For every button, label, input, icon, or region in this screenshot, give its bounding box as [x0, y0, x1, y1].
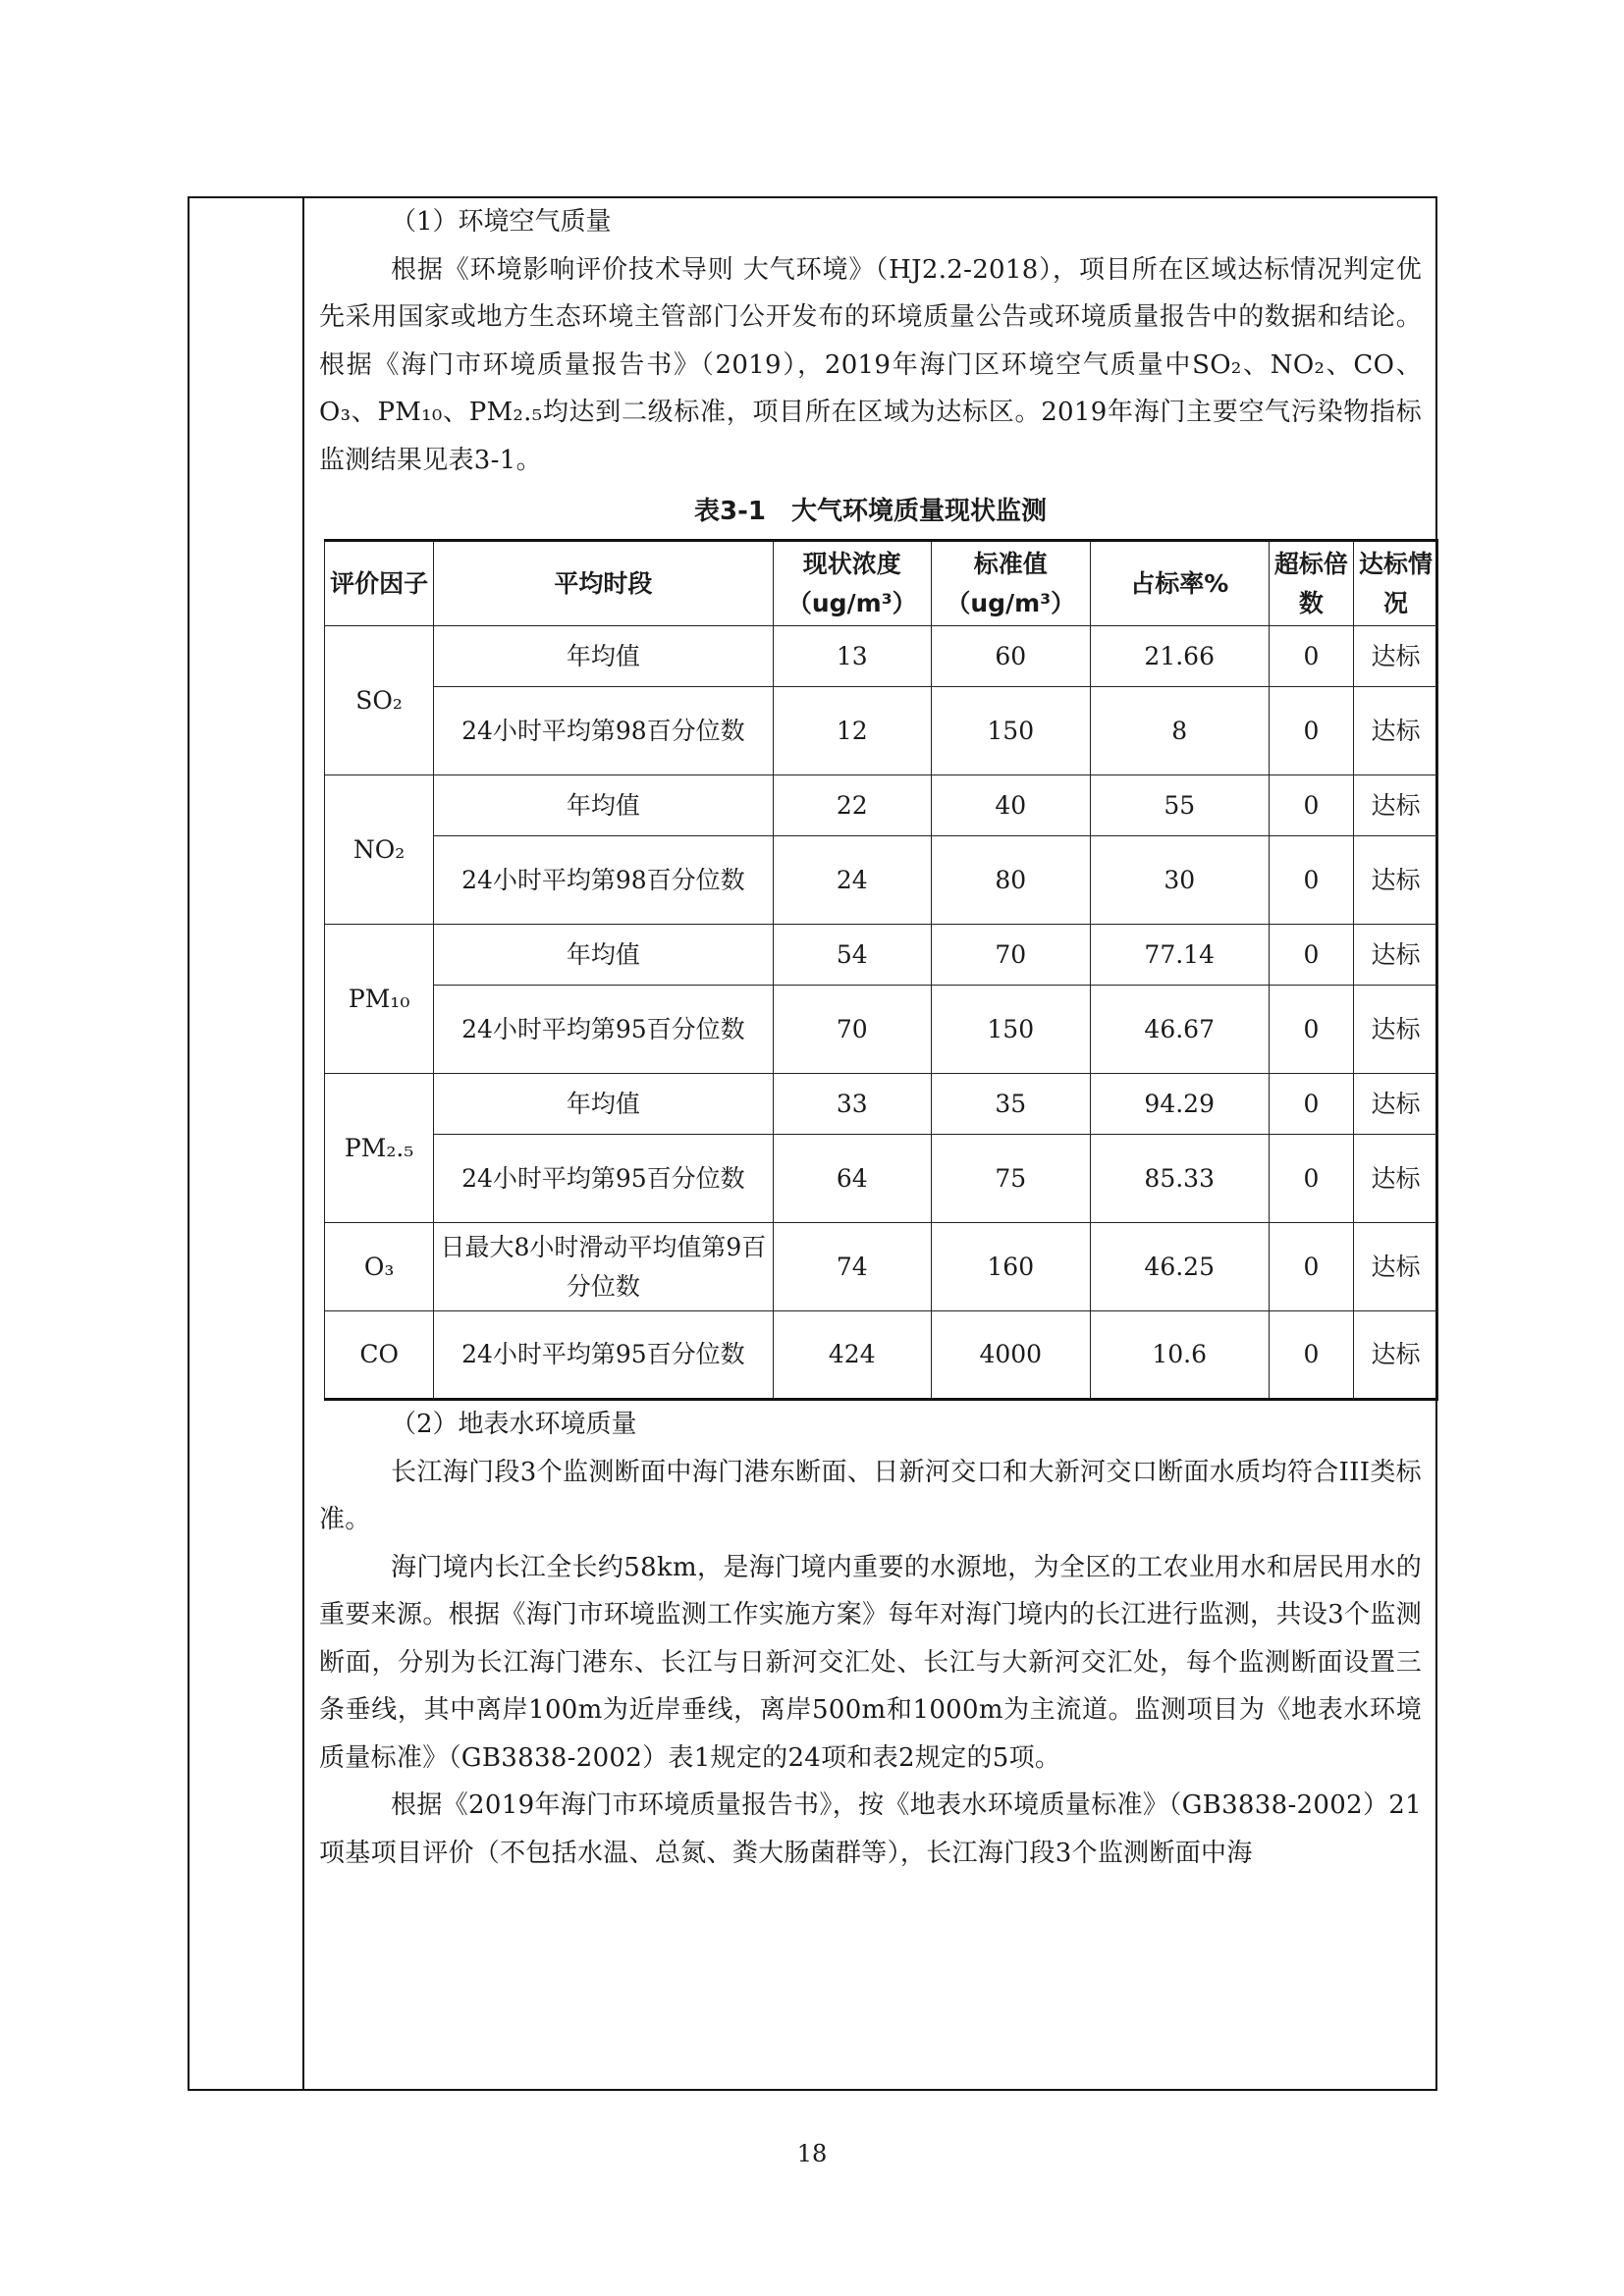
cell-concentration: 424 — [773, 1311, 932, 1400]
cell-period: 年均值 — [434, 775, 773, 836]
header-period: 平均时段 — [434, 541, 773, 626]
cell-concentration: 13 — [773, 626, 932, 687]
cell-concentration: 64 — [773, 1135, 932, 1223]
cell-exceed: 0 — [1269, 1135, 1353, 1223]
table-title: 表3-1 大气环境质量现状监测 — [694, 497, 1047, 526]
cell-exceed: 0 — [1269, 1223, 1353, 1311]
cell-standard: 150 — [932, 986, 1091, 1074]
cell-period: 年均值 — [434, 1074, 773, 1135]
cell-concentration: 12 — [773, 687, 932, 775]
left-label-column — [189, 198, 304, 2089]
cell-status: 达标 — [1353, 925, 1437, 986]
cell-standard: 160 — [932, 1223, 1091, 1311]
table-row — [325, 687, 1438, 775]
cell-ratio: 55 — [1090, 775, 1269, 836]
cell-status: 达标 — [1353, 986, 1437, 1074]
cell-standard: 60 — [932, 626, 1091, 687]
cell-status: 达标 — [1353, 1311, 1437, 1400]
cell-ratio: 8 — [1090, 687, 1269, 775]
cell-exceed: 0 — [1269, 925, 1353, 986]
cell-exceed: 0 — [1269, 626, 1353, 687]
header-concentration: 现状浓度（ug/m³） — [773, 541, 932, 626]
cell-standard: 75 — [932, 1135, 1091, 1223]
cell-exceed: 0 — [1269, 687, 1353, 775]
cell-ratio: 10.6 — [1090, 1311, 1269, 1400]
cell-ratio: 77.14 — [1090, 925, 1269, 986]
page-number: 18 — [796, 2140, 828, 2167]
cell-factor: SO₂ — [325, 626, 434, 775]
cell-status: 达标 — [1353, 1223, 1437, 1311]
cell-standard: 80 — [932, 836, 1091, 925]
table-row — [325, 1311, 1438, 1400]
cell-period: 24小时平均第98百分位数 — [434, 836, 773, 925]
header-ratio: 占标率% — [1090, 541, 1269, 626]
paragraph-air-quality: 根据《环境影响评价技术导则 大气环境》（HJ2.2-2018），项目所在区域达标情况判定优先采用国家或地方生态环境主管部门公开发布的环境质量公告或环境质量报告中的数据和结论。根据《海门市环境质量报告书》（2019），2019年海门区环境空气质量中SO₂、NO₂、CO、O₃、PM₁₀、PM₂.₅均达到二级标准，项目所在区域为达标区。2019年海门主要空气污染物指标监测结果见表3-1。 — [319, 254, 1422, 475]
cell-ratio: 85.33 — [1090, 1135, 1269, 1223]
header-status: 达标情况 — [1353, 541, 1437, 626]
table-row — [325, 836, 1438, 925]
table-row — [325, 1135, 1438, 1223]
cell-status: 达标 — [1353, 626, 1437, 687]
cell-standard: 40 — [932, 775, 1091, 836]
cell-ratio: 46.25 — [1090, 1223, 1269, 1311]
cell-exceed: 0 — [1269, 1074, 1353, 1135]
paragraph-water-evaluation: 根据《2019年海门市环境质量报告书》，按《地表水环境质量标准》（GB3838-2002）21项基项目评价（不包括水温、总氮、粪大肠菌群等），长江海门段3个监测断面中海 — [319, 1790, 1422, 1868]
cell-status: 达标 — [1353, 1074, 1437, 1135]
header-standard: 标准值（ug/m³） — [932, 541, 1091, 626]
cell-status: 达标 — [1353, 775, 1437, 836]
cell-period: 年均值 — [434, 925, 773, 986]
cell-ratio: 46.67 — [1090, 986, 1269, 1074]
paragraph-water-summary: 长江海门段3个监测断面中海门港东断面、日新河交口和大新河交口断面水质均符合III类标准。 — [319, 1457, 1422, 1534]
cell-concentration: 24 — [773, 836, 932, 925]
table-header-row — [325, 541, 1438, 626]
table-row — [325, 1074, 1438, 1135]
cell-standard: 70 — [932, 925, 1091, 986]
table-row — [325, 775, 1438, 836]
cell-status: 达标 — [1353, 1135, 1437, 1223]
cell-ratio: 94.29 — [1090, 1074, 1269, 1135]
cell-concentration: 54 — [773, 925, 932, 986]
cell-status: 达标 — [1353, 836, 1437, 925]
content-area — [304, 198, 1435, 2089]
cell-factor: PM₁₀ — [325, 925, 434, 1074]
cell-factor: NO₂ — [325, 775, 434, 925]
cell-period: 24小时平均第95百分位数 — [434, 986, 773, 1074]
cell-ratio: 30 — [1090, 836, 1269, 925]
cell-standard: 150 — [932, 687, 1091, 775]
table-row — [325, 1223, 1438, 1311]
cell-exceed: 0 — [1269, 775, 1353, 836]
cell-concentration: 33 — [773, 1074, 932, 1135]
cell-period: 24小时平均第95百分位数 — [434, 1135, 773, 1223]
cell-period: 日最大8小时滑动平均值第9百分位数 — [434, 1223, 773, 1311]
air-quality-table — [324, 539, 1438, 1401]
section1-heading: （1）环境空气质量 — [391, 207, 612, 237]
cell-factor: PM₂.₅ — [325, 1074, 434, 1223]
cell-factor: O₃ — [325, 1223, 434, 1311]
paragraph-water-monitoring: 海门境内长江全长约58km，是海门境内重要的水源地，为全区的工农业用水和居民用水的重要来源。根据《海门市环境监测工作实施方案》每年对海门境内的长江进行监测，共设3个监测断面，分别为长江海门港东、长江与日新河交汇处、长江与大新河交汇处，每个监测断面设置三条垂线，其中离岸100m为近岸垂线，离岸500m和1000m为主流道。监测项目为《地表水环境质量标准》（GB3838-2002）表1规定的24项和表2规定的5项。 — [319, 1552, 1422, 1773]
cell-exceed: 0 — [1269, 1311, 1353, 1400]
header-exceed: 超标倍数 — [1269, 541, 1353, 626]
page-frame — [188, 196, 1437, 2091]
cell-concentration: 70 — [773, 986, 932, 1074]
table-row — [325, 925, 1438, 986]
cell-standard: 35 — [932, 1074, 1091, 1135]
header-factor: 评价因子 — [325, 541, 434, 626]
cell-factor: CO — [325, 1311, 434, 1400]
table-row — [325, 626, 1438, 687]
cell-period: 年均值 — [434, 626, 773, 687]
cell-exceed: 0 — [1269, 836, 1353, 925]
section2-heading: （2）地表水环境质量 — [391, 1410, 637, 1439]
cell-standard: 4000 — [932, 1311, 1091, 1400]
cell-exceed: 0 — [1269, 986, 1353, 1074]
cell-concentration: 22 — [773, 775, 932, 836]
cell-concentration: 74 — [773, 1223, 932, 1311]
cell-ratio: 21.66 — [1090, 626, 1269, 687]
cell-period: 24小时平均第98百分位数 — [434, 687, 773, 775]
cell-period: 24小时平均第95百分位数 — [434, 1311, 773, 1400]
cell-status: 达标 — [1353, 687, 1437, 775]
table-row — [325, 986, 1438, 1074]
